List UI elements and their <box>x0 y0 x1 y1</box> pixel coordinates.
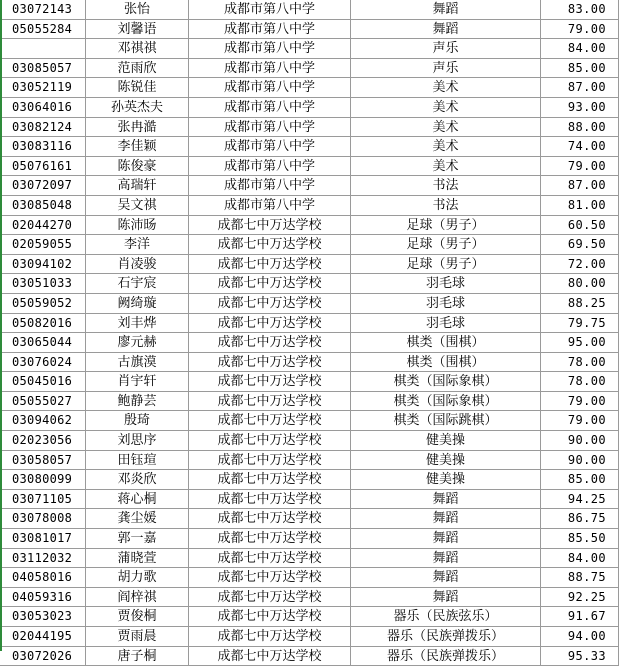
student-id-cell[interactable]: 04059316 <box>0 588 86 607</box>
event-cell[interactable]: 美术 <box>351 157 541 176</box>
school-name-cell[interactable]: 成都七中万达学校 <box>189 411 351 430</box>
score-cell[interactable]: 90.00 <box>541 431 619 450</box>
table-row <box>0 490 619 510</box>
score-cell[interactable]: 87.00 <box>541 78 619 97</box>
score-cell[interactable]: 79.75 <box>541 314 619 333</box>
table-row <box>0 529 619 549</box>
event-cell[interactable]: 器乐（民族弹拨乐） <box>351 647 541 666</box>
table-row <box>0 20 619 40</box>
score-cell[interactable]: 79.00 <box>541 411 619 430</box>
event-cell[interactable]: 棋类（国际跳棋） <box>351 411 541 430</box>
student-id-cell[interactable]: 03085048 <box>0 196 86 215</box>
event-cell[interactable]: 舞蹈 <box>351 0 541 19</box>
student-name-cell[interactable]: 贾雨晨 <box>86 627 189 646</box>
student-id-cell[interactable]: 05045016 <box>0 372 86 391</box>
student-name-cell[interactable]: 古旗漠 <box>86 353 189 372</box>
student-name-cell[interactable]: 唐子桐 <box>86 647 189 666</box>
table-row <box>0 78 619 98</box>
school-name-cell[interactable]: 成都七中万达学校 <box>189 333 351 352</box>
school-name-cell[interactable]: 成都七中万达学校 <box>189 314 351 333</box>
table-row <box>0 176 619 196</box>
event-cell[interactable]: 舞蹈 <box>351 568 541 587</box>
table-row <box>0 549 619 569</box>
student-name-cell[interactable]: 陈沛旸 <box>86 216 189 235</box>
school-name-cell[interactable]: 成都市第八中学 <box>189 59 351 78</box>
student-name-cell[interactable]: 孙英杰夫 <box>86 98 189 117</box>
event-cell[interactable]: 棋类（围棋） <box>351 333 541 352</box>
table-row <box>0 588 619 608</box>
table-row <box>0 98 619 118</box>
table-row <box>0 294 619 314</box>
table-row <box>0 196 619 216</box>
event-cell[interactable]: 美术 <box>351 137 541 156</box>
school-name-cell[interactable]: 成都七中万达学校 <box>189 255 351 274</box>
score-cell[interactable]: 69.50 <box>541 235 619 254</box>
school-name-cell[interactable]: 成都市第八中学 <box>189 0 351 19</box>
score-cell[interactable]: 86.75 <box>541 509 619 528</box>
school-name-cell[interactable]: 成都市第八中学 <box>189 20 351 39</box>
score-cell[interactable]: 84.00 <box>541 549 619 568</box>
event-cell[interactable]: 健美操 <box>351 451 541 470</box>
student-id-cell[interactable]: 02044195 <box>0 627 86 646</box>
score-cell[interactable]: 92.25 <box>541 588 619 607</box>
table-row <box>0 118 619 138</box>
student-id-cell[interactable]: 02059055 <box>0 235 86 254</box>
score-cell[interactable]: 79.00 <box>541 157 619 176</box>
school-name-cell[interactable]: 成都市第八中学 <box>189 157 351 176</box>
table-row <box>0 353 619 373</box>
student-id-cell[interactable]: 04058016 <box>0 568 86 587</box>
school-name-cell[interactable]: 成都七中万达学校 <box>189 627 351 646</box>
school-name-cell[interactable]: 成都七中万达学校 <box>189 647 351 666</box>
student-name-cell[interactable]: 龚尘媛 <box>86 509 189 528</box>
student-id-cell[interactable] <box>0 39 86 58</box>
score-cell[interactable]: 79.00 <box>541 392 619 411</box>
school-name-cell[interactable]: 成都七中万达学校 <box>189 607 351 626</box>
table-row <box>0 411 619 431</box>
student-name-cell[interactable]: 廖元赫 <box>86 333 189 352</box>
table-row <box>0 314 619 334</box>
score-cell[interactable]: 81.00 <box>541 196 619 215</box>
score-cell[interactable]: 85.00 <box>541 470 619 489</box>
score-cell[interactable]: 90.00 <box>541 451 619 470</box>
student-name-cell[interactable]: 张怡 <box>86 0 189 19</box>
event-cell[interactable]: 器乐（民族弹拨乐） <box>351 627 541 646</box>
student-id-cell[interactable]: 03083116 <box>0 137 86 156</box>
student-name-cell[interactable]: 贾俊桐 <box>86 607 189 626</box>
event-cell[interactable]: 舞蹈 <box>351 20 541 39</box>
student-id-cell[interactable]: 03094062 <box>0 411 86 430</box>
score-cell[interactable]: 84.00 <box>541 39 619 58</box>
school-name-cell[interactable]: 成都七中万达学校 <box>189 549 351 568</box>
table-row <box>0 333 619 353</box>
score-cell[interactable]: 85.00 <box>541 59 619 78</box>
student-id-cell[interactable]: 03071105 <box>0 490 86 509</box>
table-row <box>0 216 619 236</box>
school-name-cell[interactable]: 成都市第八中学 <box>189 176 351 195</box>
table-row <box>0 235 619 255</box>
school-name-cell[interactable]: 成都市第八中学 <box>189 78 351 97</box>
school-name-cell[interactable]: 成都七中万达学校 <box>189 372 351 391</box>
student-name-cell[interactable]: 陈锐佳 <box>86 78 189 97</box>
student-name-cell[interactable]: 刘丰烨 <box>86 314 189 333</box>
sheet-edge-accent <box>0 0 2 651</box>
school-name-cell[interactable]: 成都七中万达学校 <box>189 235 351 254</box>
school-name-cell[interactable]: 成都市第八中学 <box>189 98 351 117</box>
score-cell[interactable]: 74.00 <box>541 137 619 156</box>
school-name-cell[interactable]: 成都七中万达学校 <box>189 529 351 548</box>
student-id-cell[interactable]: 05082016 <box>0 314 86 333</box>
student-name-cell[interactable]: 肖凌骏 <box>86 255 189 274</box>
table-row <box>0 137 619 157</box>
student-id-cell[interactable]: 03076024 <box>0 353 86 372</box>
student-name-cell[interactable]: 范雨欣 <box>86 59 189 78</box>
score-cell[interactable]: 95.00 <box>541 333 619 352</box>
event-cell[interactable]: 足球（男子） <box>351 235 541 254</box>
score-cell[interactable]: 78.00 <box>541 372 619 391</box>
event-cell[interactable]: 器乐（民族弦乐） <box>351 607 541 626</box>
student-id-cell[interactable]: 03094102 <box>0 255 86 274</box>
student-name-cell[interactable]: 肖宇轩 <box>86 372 189 391</box>
student-id-cell[interactable]: 03078008 <box>0 509 86 528</box>
student-name-cell[interactable]: 邓祺祺 <box>86 39 189 58</box>
score-cell[interactable]: 88.00 <box>541 118 619 137</box>
student-name-cell[interactable]: 刘馨语 <box>86 20 189 39</box>
event-cell[interactable]: 舞蹈 <box>351 549 541 568</box>
student-id-cell[interactable]: 03064016 <box>0 98 86 117</box>
event-cell[interactable]: 声乐 <box>351 59 541 78</box>
student-id-cell[interactable]: 02023056 <box>0 431 86 450</box>
table-row <box>0 0 619 20</box>
student-name-cell[interactable]: 殷琦 <box>86 411 189 430</box>
student-name-cell[interactable]: 田钰瑄 <box>86 451 189 470</box>
student-name-cell[interactable]: 阎梓祺 <box>86 588 189 607</box>
table-row <box>0 607 619 627</box>
student-name-cell[interactable]: 阙绮璇 <box>86 294 189 313</box>
score-cell[interactable]: 87.00 <box>541 176 619 195</box>
event-cell[interactable]: 羽毛球 <box>351 294 541 313</box>
event-cell[interactable]: 羽毛球 <box>351 314 541 333</box>
score-cell[interactable]: 91.67 <box>541 607 619 626</box>
student-name-cell[interactable]: 陈俊豪 <box>86 157 189 176</box>
school-name-cell[interactable]: 成都七中万达学校 <box>189 431 351 450</box>
event-cell[interactable]: 舞蹈 <box>351 509 541 528</box>
score-cell[interactable]: 93.00 <box>541 98 619 117</box>
event-cell[interactable]: 足球（男子） <box>351 216 541 235</box>
score-cell[interactable]: 85.50 <box>541 529 619 548</box>
event-cell[interactable]: 健美操 <box>351 470 541 489</box>
student-name-cell[interactable]: 张冉澔 <box>86 118 189 137</box>
school-name-cell[interactable]: 成都七中万达学校 <box>189 490 351 509</box>
student-name-cell[interactable]: 郭一嘉 <box>86 529 189 548</box>
student-id-cell[interactable]: 02044270 <box>0 216 86 235</box>
student-id-cell[interactable]: 03052119 <box>0 78 86 97</box>
student-id-cell[interactable]: 03051033 <box>0 274 86 293</box>
score-cell[interactable]: 83.00 <box>541 0 619 19</box>
table-row <box>0 39 619 59</box>
score-cell[interactable]: 78.00 <box>541 353 619 372</box>
event-cell[interactable]: 书法 <box>351 176 541 195</box>
event-cell[interactable]: 舞蹈 <box>351 490 541 509</box>
student-name-cell[interactable]: 胡力歌 <box>86 568 189 587</box>
event-cell[interactable]: 棋类（围棋） <box>351 353 541 372</box>
table-row <box>0 274 619 294</box>
student-id-cell[interactable]: 05055284 <box>0 20 86 39</box>
event-cell[interactable]: 舞蹈 <box>351 588 541 607</box>
student-name-cell[interactable]: 李佳颖 <box>86 137 189 156</box>
event-cell[interactable]: 美术 <box>351 78 541 97</box>
school-name-cell[interactable]: 成都七中万达学校 <box>189 274 351 293</box>
event-cell[interactable]: 棋类（国际象棋） <box>351 372 541 391</box>
event-cell[interactable]: 羽毛球 <box>351 274 541 293</box>
school-name-cell[interactable]: 成都市第八中学 <box>189 39 351 58</box>
student-id-cell[interactable]: 03080099 <box>0 470 86 489</box>
school-name-cell[interactable]: 成都七中万达学校 <box>189 509 351 528</box>
score-cell[interactable]: 94.00 <box>541 627 619 646</box>
school-name-cell[interactable]: 成都市第八中学 <box>189 196 351 215</box>
student-id-cell[interactable]: 03085057 <box>0 59 86 78</box>
school-name-cell[interactable]: 成都七中万达学校 <box>189 470 351 489</box>
event-cell[interactable]: 书法 <box>351 196 541 215</box>
event-cell[interactable]: 声乐 <box>351 39 541 58</box>
table-row <box>0 431 619 451</box>
student-id-cell[interactable]: 03072097 <box>0 176 86 195</box>
event-cell[interactable]: 美术 <box>351 118 541 137</box>
student-id-cell[interactable]: 03082124 <box>0 118 86 137</box>
student-name-cell[interactable]: 吴文祺 <box>86 196 189 215</box>
student-name-cell[interactable]: 刘思序 <box>86 431 189 450</box>
student-id-cell[interactable]: 03065044 <box>0 333 86 352</box>
event-cell[interactable]: 棋类（国际象棋） <box>351 392 541 411</box>
score-cell[interactable]: 79.00 <box>541 20 619 39</box>
student-id-cell[interactable]: 05055027 <box>0 392 86 411</box>
student-name-cell[interactable]: 邓炎欣 <box>86 470 189 489</box>
event-cell[interactable]: 健美操 <box>351 431 541 450</box>
table-row <box>0 451 619 471</box>
student-id-cell[interactable]: 03053023 <box>0 607 86 626</box>
table-row <box>0 627 619 647</box>
school-name-cell[interactable]: 成都七中万达学校 <box>189 588 351 607</box>
table-row <box>0 157 619 177</box>
table-row <box>0 392 619 412</box>
score-cell[interactable]: 80.00 <box>541 274 619 293</box>
score-cell[interactable]: 60.50 <box>541 216 619 235</box>
table-row <box>0 470 619 490</box>
student-id-cell[interactable]: 03072143 <box>0 0 86 19</box>
table-row <box>0 59 619 79</box>
school-name-cell[interactable]: 成都七中万达学校 <box>189 568 351 587</box>
school-name-cell[interactable]: 成都七中万达学校 <box>189 392 351 411</box>
event-cell[interactable]: 舞蹈 <box>351 529 541 548</box>
score-cell[interactable]: 88.75 <box>541 568 619 587</box>
school-name-cell[interactable]: 成都七中万达学校 <box>189 353 351 372</box>
school-name-cell[interactable]: 成都七中万达学校 <box>189 216 351 235</box>
student-id-cell[interactable]: 03058057 <box>0 451 86 470</box>
event-cell[interactable]: 足球（男子） <box>351 255 541 274</box>
score-cell[interactable]: 94.25 <box>541 490 619 509</box>
student-name-cell[interactable]: 鲍静芸 <box>86 392 189 411</box>
student-id-cell[interactable]: 03081017 <box>0 529 86 548</box>
table-row <box>0 647 619 666</box>
school-name-cell[interactable]: 成都七中万达学校 <box>189 294 351 313</box>
school-name-cell[interactable]: 成都七中万达学校 <box>189 451 351 470</box>
student-name-cell[interactable]: 高瑞轩 <box>86 176 189 195</box>
student-name-cell[interactable]: 蒲晓萱 <box>86 549 189 568</box>
school-name-cell[interactable]: 成都市第八中学 <box>189 118 351 137</box>
student-id-cell[interactable]: 05076161 <box>0 157 86 176</box>
table-row <box>0 509 619 529</box>
score-cell[interactable]: 72.00 <box>541 255 619 274</box>
student-id-cell[interactable]: 05059052 <box>0 294 86 313</box>
score-cell[interactable]: 95.33 <box>541 647 619 666</box>
table-row <box>0 568 619 588</box>
student-id-cell[interactable]: 03072026 <box>0 647 86 666</box>
student-name-cell[interactable]: 石宇宸 <box>86 274 189 293</box>
event-cell[interactable]: 美术 <box>351 98 541 117</box>
student-name-cell[interactable]: 李洋 <box>86 235 189 254</box>
school-name-cell[interactable]: 成都市第八中学 <box>189 137 351 156</box>
table-row <box>0 255 619 275</box>
table-row <box>0 372 619 392</box>
score-cell[interactable]: 88.25 <box>541 294 619 313</box>
student-name-cell[interactable]: 蒋心桐 <box>86 490 189 509</box>
student-id-cell[interactable]: 03112032 <box>0 549 86 568</box>
